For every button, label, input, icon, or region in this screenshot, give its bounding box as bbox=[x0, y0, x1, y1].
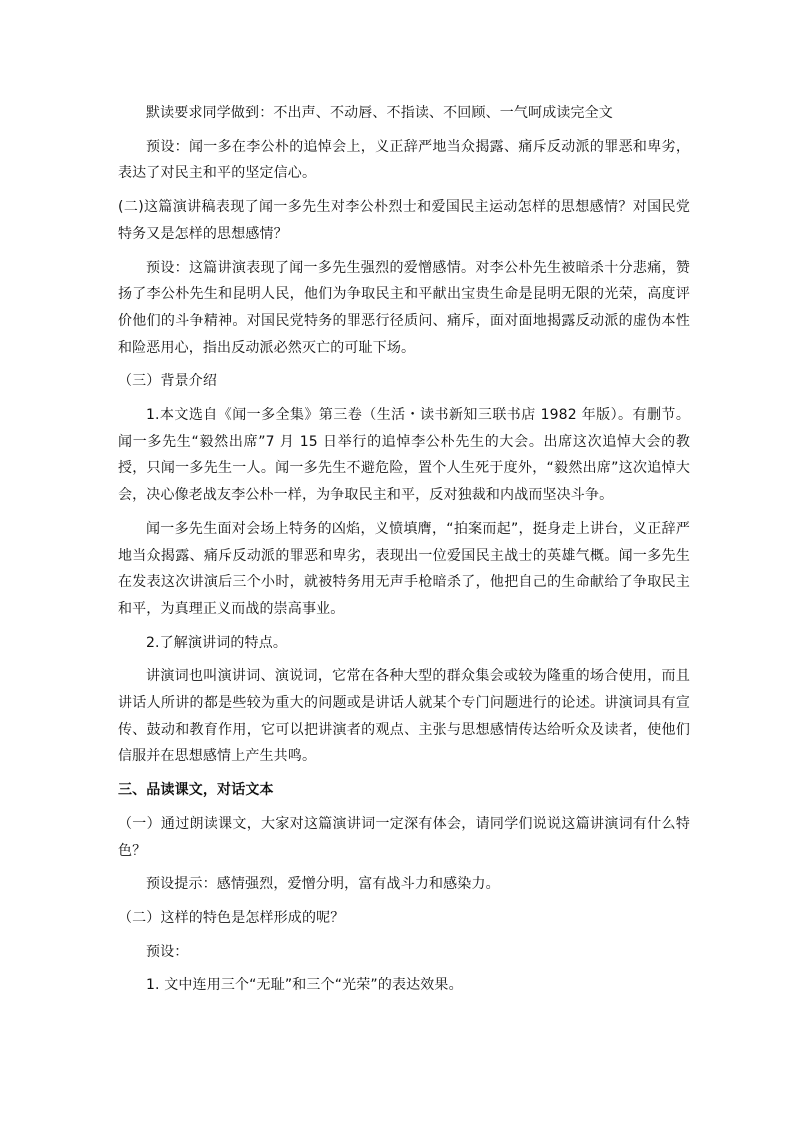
paragraph-speech-features: 讲演词也叫演讲词、演说词，它常在各种大型的群众集会或较为隆重的场合使用，而且讲话人所讲的都是些较为重大的问题或是讲话人就某个专门问题进行的论述。讲演词具有宣传、鼓动和教育作用，它可以把讲演者的观点、主张与思想感情传达给听众及读者，使他们信服并在思想感情上产生共鸣。 bbox=[118, 668, 690, 765]
paragraph-silent-reading: 默读要求同学做到：不出声、不动唇、不指读、不回顾、一气呵成读完全文 bbox=[146, 105, 613, 121]
paragraph-preset-2: 预设：这篇讲演表现了闻一多先生强烈的爱憎感情。对李公朴先生被暗杀十分悲痛，赞扬了李公朴先生和昆明人民，他们为争取民主和平献出宝贵生命是昆明无限的光荣，高度评价他们的斗争精神。对国民党特务的罪恶行径质问、痛斥，面对面地揭露反动派的虚伪本性和险恶用心，指出反动派必然灭亡的可耻下场。 bbox=[118, 259, 690, 356]
paragraph-preset-1: 预设：闻一多在李公朴的追悼会上，义正辞严地当众揭露、痛斥反动派的罪恶和卑劣，表达了对民主和平的坚定信心。 bbox=[118, 138, 690, 182]
section-three-heading: 三、品读课文，对话文本 bbox=[118, 782, 274, 799]
paragraph-background-2: 闻一多先生面对会场上特务的凶焰，义愤填膺，“拍案而起”，挺身走上讲台，义正辞严地当众揭露、痛斥反动派的罪恶和卑劣，表现出一位爱国民主战士的英雄气概。闻一多先生在发表这次讲演后三个小时，就被特务用无声手枪暗杀了，他把自己的生命献给了争取民主和平，为真理正义而战的崇高事业。 bbox=[118, 520, 690, 617]
section-background-heading: （三）背景介绍 bbox=[118, 373, 218, 390]
paragraph-question-formation: （二）这样的特色是怎样形成的呢？ bbox=[118, 909, 345, 926]
paragraph-point-1: 1. 文中连用三个“无耻”和三个“光荣”的表达效果。 bbox=[146, 977, 463, 994]
paragraph-preset-hint: 预设提示：感情强烈，爱憎分明，富有战斗力和感染力。 bbox=[146, 876, 500, 893]
paragraph-question-2: (二)这篇演讲稿表现了闻一多先生对李公朴烈士和爱国民主运动怎样的思想感情？对国民党特务又是怎样的思想感情？ bbox=[118, 199, 690, 242]
paragraph-background-1: 1.本文选自《闻一多全集》第三卷（生活・读书新知三联书店 1982 年版）。有删节。闻一多先生“毅然出席”7 月 15 日举行的追悼李公朴先生的大会。出席这次追悼大会的教授，只闻一多先生一人。闻一多先生不避危险，置个人生死于度外，“毅然出席”这次追悼大会，决心像老战友李公朴一样，为争取民主和平，反对独裁和内战而坚决斗争。 bbox=[118, 407, 690, 504]
paragraph-preset-label: 预设： bbox=[146, 943, 189, 960]
paragraph-question-features: （一）通过朗读课文，大家对这篇演讲词一定深有体会，请同学们说说这篇讲演词有什么特色？ bbox=[118, 815, 690, 859]
document-page bbox=[118, 100, 690, 1006]
paragraph-speech-features-title: 2.了解演讲词的特点。 bbox=[146, 634, 288, 651]
